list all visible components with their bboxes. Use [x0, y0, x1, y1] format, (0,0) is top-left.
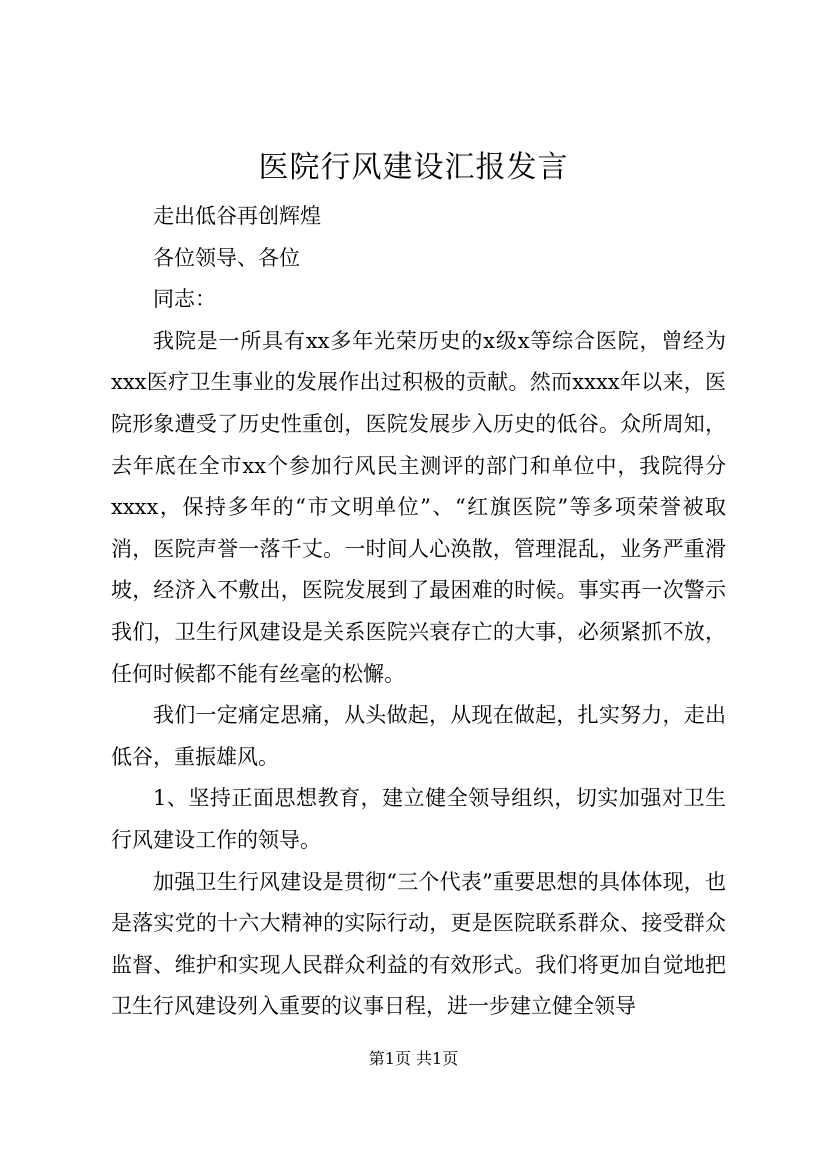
document-body	[111, 196, 726, 1028]
paragraph-resolve: 我们一定痛定思痛，从头做起，从现在做起，扎实努力，走出低谷，重振雄风。	[111, 703, 726, 769]
paragraph-salutation-2: 同志：	[153, 287, 216, 312]
document-title: 医院行风建设汇报发言	[258, 150, 569, 185]
paragraph-point-1: 1、坚持正面思想教育，建立健全领导组织，切实加强对卫生行风建设工作的领导。	[111, 786, 726, 852]
paragraph-intro: 我院是一所具有xx多年光荣历史的x级x等综合医院，曾经为xxx医疗卫生事业的发展作出过积极的贡献。然而xxxx年以来，医院形象遭受了历史性重创，医院发展步入历史的低谷。众所周知，去年底在全市xx个参加行风民主测评的部门和单位中，我院得分xxxx，保持多年的“市文明单位”、“红旗医院”等多项荣誉被取消，医院声誉一落千丈。一时间人心涣散，管理混乱，业务严重滑坡，经济入不敷出，医院发展到了最困难的时候。事实再一次警示我们，卫生行风建设是关系医院兴衰存亡的大事，必须紧抓不放，任何时候都不能有丝毫的松懈。	[111, 328, 726, 686]
paragraph-point-1-detail: 加强卫生行风建设是贯彻“三个代表”重要思想的具体体现，也是落实党的十六大精神的实际行动，更是医院联系群众、接受群众监督、维护和实现人民群众利益的有效形式。我们将更加自觉地把卫生行风建设列入重要的议事日程，进一步建立健全领导	[111, 869, 726, 1019]
paragraph-salutation-1: 各位领导、各位	[153, 245, 300, 270]
paragraph-subtitle: 走出低谷再创辉煌	[153, 204, 321, 228]
page-footer: 第1页 共1页	[368, 1049, 459, 1068]
